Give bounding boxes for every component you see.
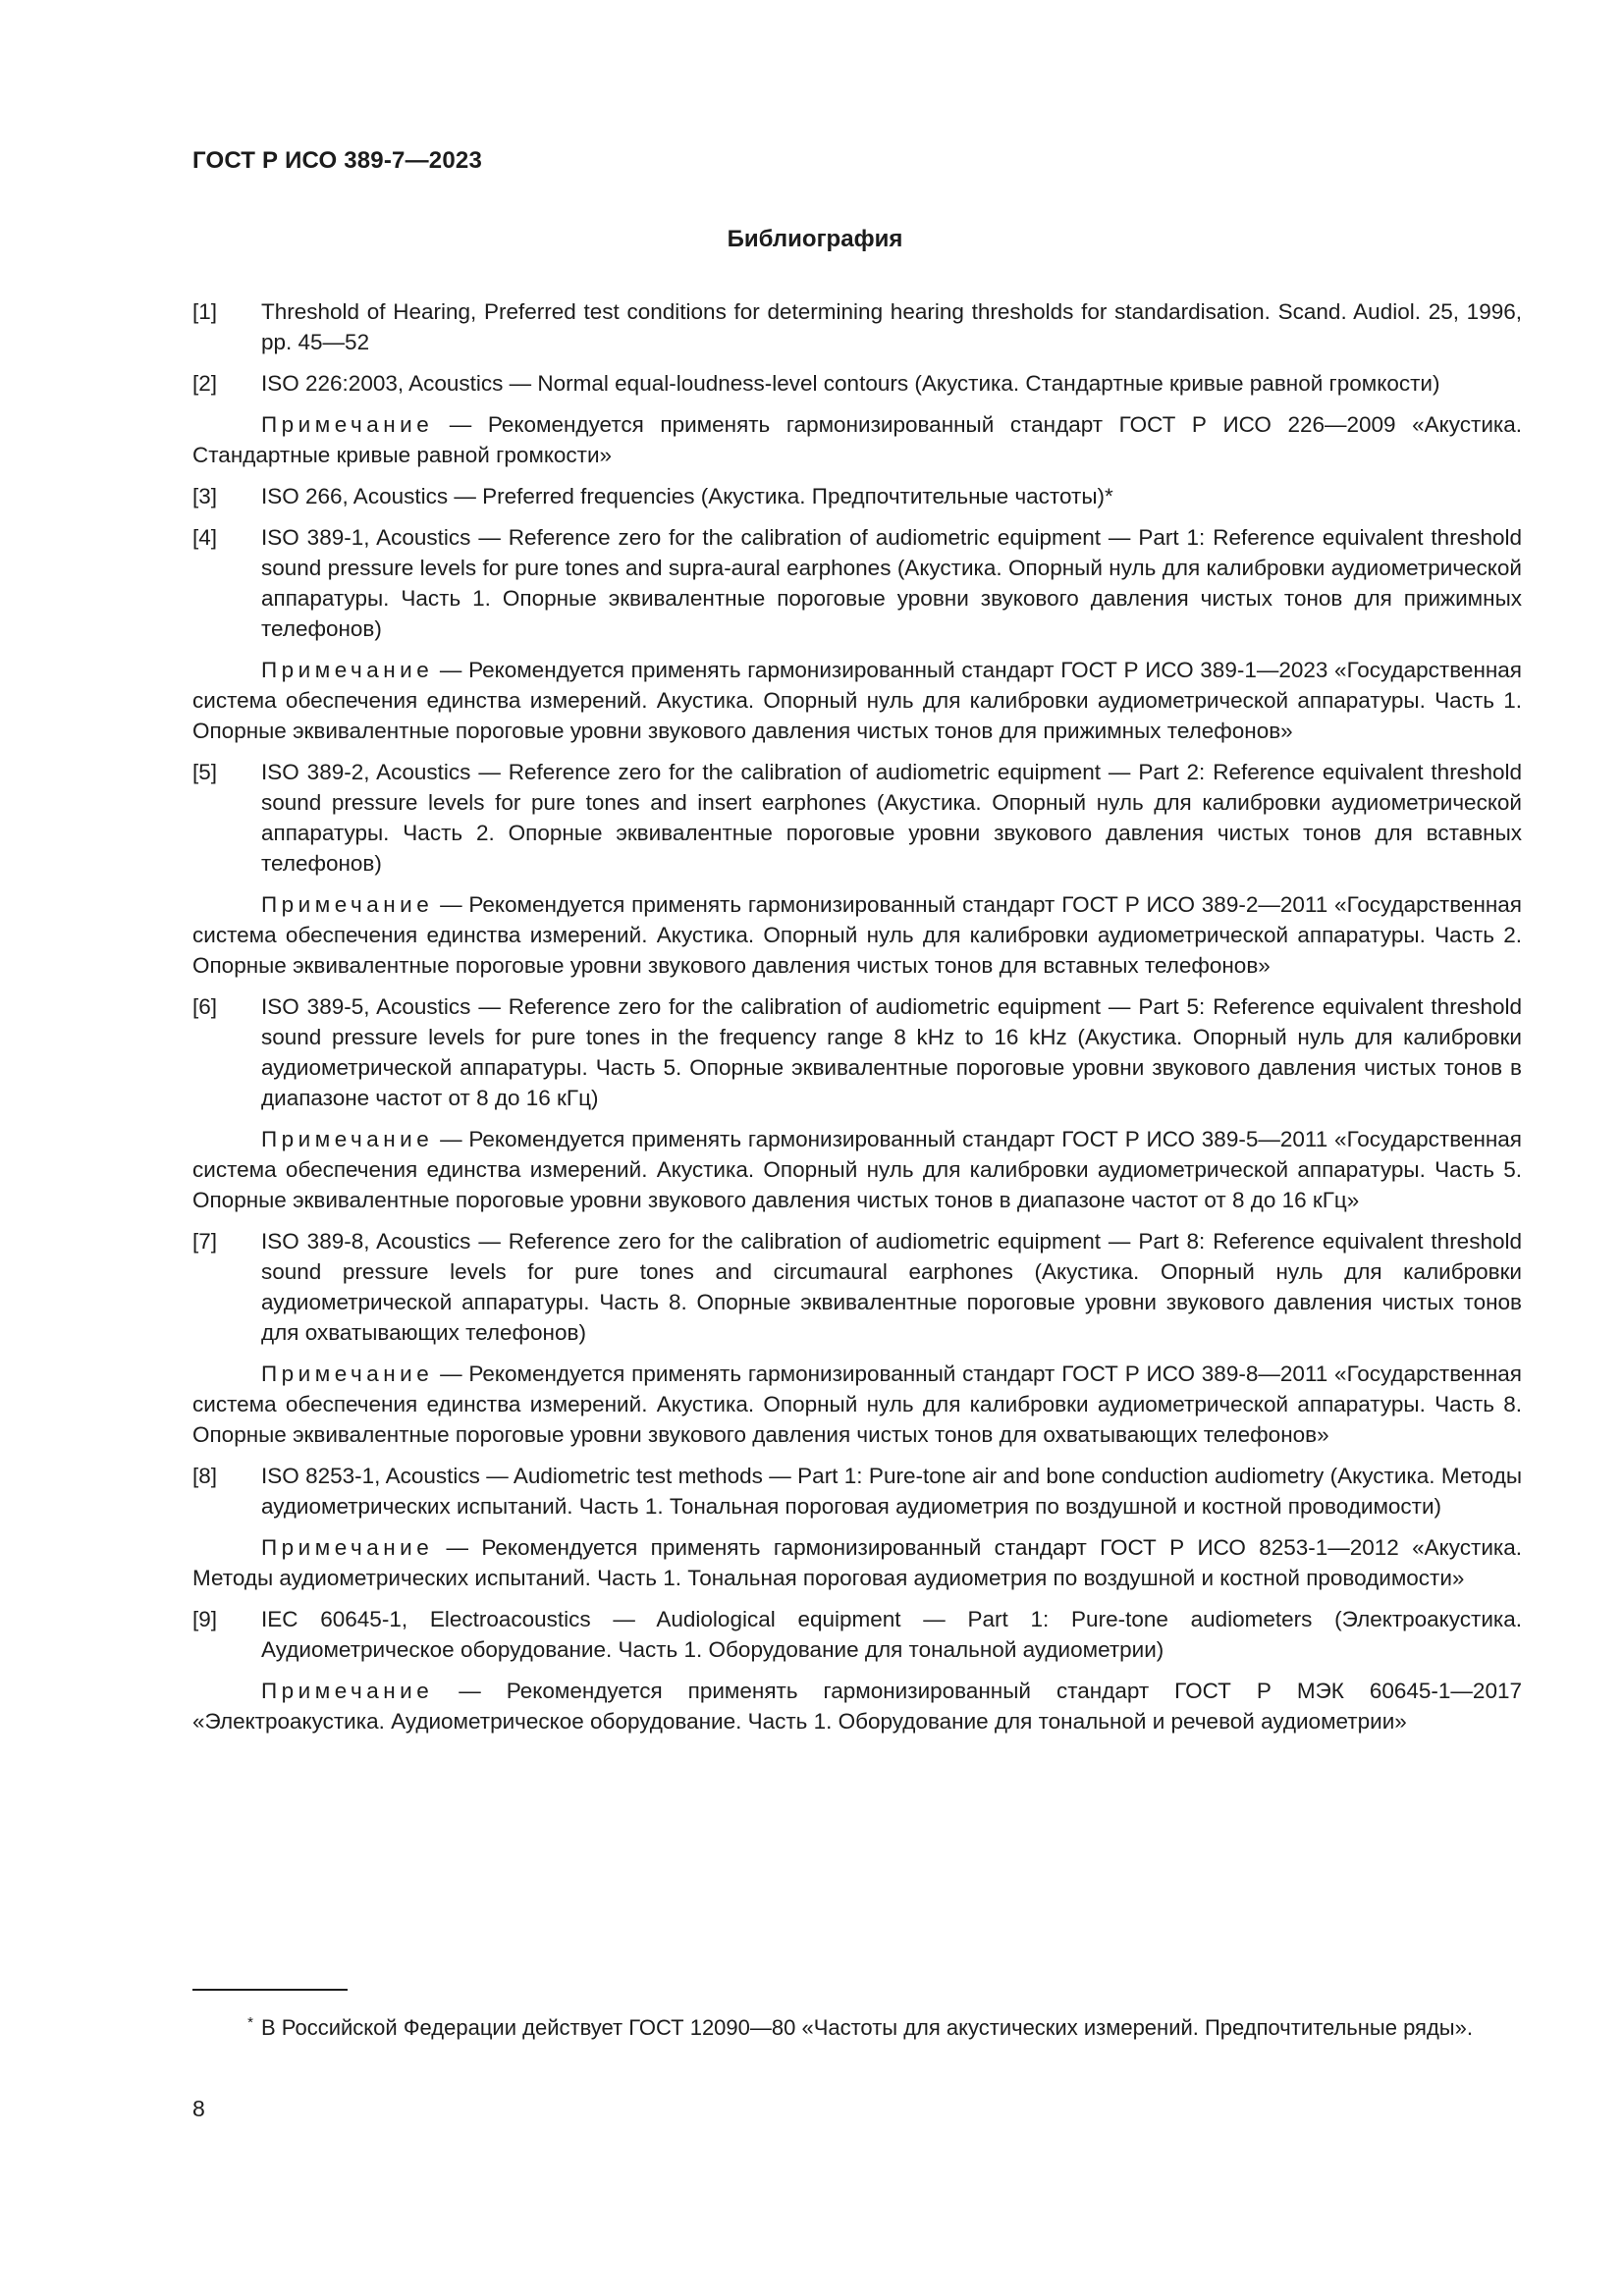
- standard-code-header: ГОСТ Р ИСО 389-7—2023: [192, 147, 482, 174]
- footnote-text: В Российской Федерации действует ГОСТ 12090—80 «Частоты для акустических измерений. Предпочтительные ряды».: [261, 2015, 1473, 2040]
- bibliography-list: [192, 296, 1522, 1747]
- reference-text: ISO 389-1, Acoustics — Reference zero for the calibration of audiometric equipment — Part 1: Reference equivalent threshold sound pressure levels for pure tones and supra-aural earphones (Акустика. Опорный нуль для калибровки аудиометрической аппаратуры. Часть 1. Опорные эквивалентные пороговые уровни звукового давления чистых тонов для прижимных телефонов): [261, 525, 1522, 641]
- reference-text: Threshold of Hearing, Preferred test conditions for determining hearing thresholds for standardisation. Scand. Audiol. 25, 1996, pp. 45—52: [261, 299, 1522, 354]
- reference-note: [192, 1676, 1522, 1736]
- reference-number: [4]: [192, 525, 218, 550]
- note-label: Примечание: [261, 1679, 434, 1703]
- reference-text: ISO 8253-1, Acoustics — Audiometric test methods — Part 1: Pure-tone air and bone conduction audiometry (Акустика. Методы аудиометрических испытаний. Часть 1. Тональная пороговая аудиометрия по воздушной и костной проводимости): [261, 1464, 1522, 1519]
- reference-text: ISO 389-2, Acoustics — Reference zero for the calibration of audiometric equipment — Part 2: Reference equivalent threshold sound pressure levels for pure tones and insert earphones (Акустика. Опорный нуль для калибровки аудиометрической аппаратуры. Часть 2. Опорные эквивалентные пороговые уровни звукового давления чистых тонов для вставных телефонов): [261, 760, 1522, 876]
- reference-text: ISO 226:2003, Acoustics — Normal equal-loudness-level contours (Акустика. Стандартные кривые равной громкости): [261, 371, 1440, 396]
- reference-item: [192, 296, 1522, 357]
- note-text: — Рекомендуется применять гармонизированный стандарт ГОСТ Р ИСО 226—2009 «Акустика. Стандартные кривые равной громкости»: [192, 412, 1522, 467]
- reference-item: [192, 1461, 1522, 1522]
- reference-text: ISO 266, Acoustics — Preferred frequencies (Акустика. Предпочтительные частоты)*: [261, 484, 1113, 508]
- reference-item: [192, 368, 1522, 399]
- reference-item: [192, 757, 1522, 879]
- note-label: Примечание: [261, 412, 434, 437]
- note-label: Примечание: [261, 1362, 434, 1386]
- note-text: — Рекомендуется применять гармонизированный стандарт ГОСТ Р ИСО 389-8—2011 «Государственная система обеспечения единства измерений. Акустика. Опорный нуль для калибровки аудиометрической аппаратуры. Часть 8. Опорные эквивалентные пороговые уровни звукового давления чистых тонов для охватывающих телефонов»: [192, 1362, 1522, 1447]
- page-number: 8: [192, 2096, 205, 2121]
- note-label: Примечание: [261, 1535, 434, 1560]
- reference-number: [5]: [192, 760, 218, 784]
- section-title: Библиография: [727, 226, 903, 252]
- reference-text: ISO 389-5, Acoustics — Reference zero for the calibration of audiometric equipment — Part 5: Reference equivalent threshold sound pressure levels for pure tones in the frequency range 8 kHz to 16 kHz (Акустика. Опорный нуль для калибровки аудиометрической аппаратуры. Часть 5. Опорные эквивалентные пороговые уровни звукового давления чистых тонов в диапазоне частот от 8 до 16 кГц): [261, 994, 1522, 1110]
- note-label: Примечание: [261, 658, 434, 682]
- note-text: — Рекомендуется применять гармонизированный стандарт ГОСТ Р ИСО 389-2—2011 «Государственная система обеспечения единства измерений. Акустика. Опорный нуль для калибровки аудиометрической аппаратуры. Часть 2. Опорные эквивалентные пороговые уровни звукового давления чистых тонов для вставных телефонов»: [192, 892, 1522, 978]
- note-label: Примечание: [261, 1127, 434, 1151]
- note-text: — Рекомендуется применять гармонизированный стандарт ГОСТ Р ИСО 389-1—2023 «Государственная система обеспечения единства измерений. Акустика. Опорный нуль для калибровки аудиометрической аппаратуры. Часть 1. Опорные эквивалентные пороговые уровни звукового давления чистых тонов для прижимных телефонов»: [192, 658, 1522, 743]
- note-label: Примечание: [261, 892, 434, 917]
- reference-number: [7]: [192, 1229, 218, 1254]
- reference-item: [192, 522, 1522, 644]
- note-text: — Рекомендуется применять гармонизированный стандарт ГОСТ Р ИСО 8253-1—2012 «Акустика. Методы аудиометрических испытаний. Часть 1. Тональная пороговая аудиометрия по воздушной и костной проводимости»: [192, 1535, 1522, 1590]
- footnote-divider: [192, 1989, 348, 1991]
- reference-note: [192, 1124, 1522, 1215]
- reference-number: [1]: [192, 299, 218, 324]
- reference-note: [192, 1532, 1522, 1593]
- reference-item: [192, 991, 1522, 1113]
- note-text: — Рекомендуется применять гармонизированный стандарт ГОСТ Р ИСО 389-5—2011 «Государственная система обеспечения единства измерений. Акустика. Опорный нуль для калибровки аудиометрической аппаратуры. Часть 5. Опорные эквивалентные пороговые уровни звукового давления чистых тонов в диапазоне частот от 8 до 16 кГц»: [192, 1127, 1522, 1212]
- reference-note: [192, 655, 1522, 746]
- reference-number: [9]: [192, 1607, 218, 1631]
- reference-note: [192, 889, 1522, 981]
- reference-note: [192, 409, 1522, 470]
- reference-number: [6]: [192, 994, 218, 1019]
- note-text: — Рекомендуется применять гармонизированный стандарт ГОСТ Р МЭК 60645-1—2017 «Электроакустика. Аудиометрическое оборудование. Часть 1. Оборудование для тональной и речевой аудиометрии»: [192, 1679, 1522, 1734]
- footnote: * В Российской Федерации действует ГОСТ 12090—80 «Частоты для акустических измерений. Предпочтительные ряды».: [247, 2013, 1473, 2040]
- reference-number: [3]: [192, 484, 218, 508]
- reference-item: [192, 1226, 1522, 1348]
- reference-text: IEC 60645-1, Electroacoustics — Audiological equipment — Part 1: Pure-tone audiometers (Электроакустика. Аудиометрическое оборудование. Часть 1. Оборудование для тональной аудиометрии): [261, 1607, 1522, 1662]
- reference-item: [192, 1604, 1522, 1665]
- reference-text: ISO 389-8, Acoustics — Reference zero for the calibration of audiometric equipment — Part 8: Reference equivalent threshold sound pressure levels for pure tones and circumaural earphones (Акустика. Опорный нуль для калибровки аудиометрической аппаратуры. Часть 8. Опорные эквивалентные пороговые уровни звукового давления чистых тонов для охватывающих телефонов): [261, 1229, 1522, 1345]
- reference-number: [2]: [192, 371, 218, 396]
- reference-note: [192, 1359, 1522, 1450]
- reference-item: [192, 481, 1522, 511]
- reference-number: [8]: [192, 1464, 218, 1488]
